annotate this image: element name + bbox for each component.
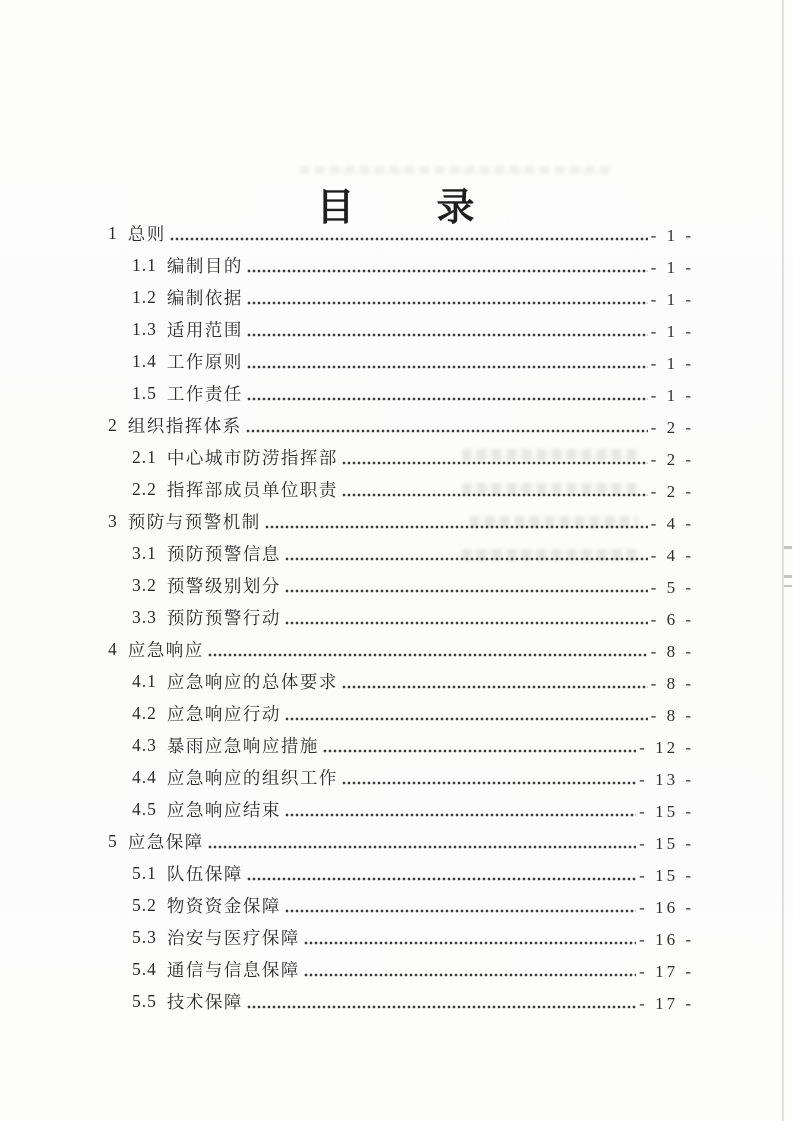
toc-entry-number: 4: [108, 638, 118, 659]
toc-entry-number: 2.1: [132, 446, 157, 467]
scan-edge-artifact: [784, 546, 792, 549]
toc-entry-number: 4.1: [132, 670, 157, 691]
toc-entry: [104, 441, 694, 473]
toc-entry-label: 总则: [127, 223, 166, 244]
toc-entry: [104, 825, 694, 857]
toc-entry: [104, 761, 694, 793]
toc-entry-label: 中心城市防涝指挥部: [166, 447, 338, 468]
dot-leader: [246, 429, 648, 433]
dot-leader: [247, 269, 648, 273]
toc-entry: [104, 729, 694, 761]
dot-leader: [342, 781, 636, 785]
dot-leader: [247, 1005, 636, 1009]
toc-entry-label: 适用范围: [166, 319, 243, 340]
toc-entry-label: 预警级别划分: [166, 575, 281, 596]
toc-entry-label: 应急保障: [127, 831, 204, 852]
toc-entry-page: - 17 -: [639, 962, 694, 981]
toc-entry-number: 5.5: [132, 990, 157, 1011]
toc-entry-page: - 4 -: [650, 514, 694, 533]
toc-entry-page: - 15 -: [639, 802, 694, 821]
dot-leader: [285, 717, 648, 721]
toc-entry: [104, 665, 694, 697]
toc-entry-label: 预防预警信息: [166, 543, 281, 564]
toc-entry-label: 组织指挥体系: [127, 415, 242, 436]
toc-entry: [104, 217, 694, 249]
dot-leader: [304, 941, 636, 945]
toc-entry-page: - 1 -: [650, 226, 694, 245]
toc-entry: [104, 313, 694, 345]
toc-entry-label: 指挥部成员单位职责: [166, 479, 338, 500]
toc-entry: [104, 537, 694, 569]
toc-entry-number: 4.3: [132, 734, 157, 755]
toc-entry: [104, 985, 694, 1017]
dot-leader: [285, 621, 648, 625]
dot-leader: [208, 845, 636, 849]
toc-entry-page: - 1 -: [650, 354, 694, 373]
dot-leader: [304, 973, 636, 977]
toc-entry-page: - 8 -: [650, 642, 694, 661]
toc-entry-number: 5.4: [132, 958, 157, 979]
toc-entry-label: 工作原则: [166, 351, 243, 372]
toc-entry-number: 4.2: [132, 702, 157, 723]
dot-leader: [208, 653, 648, 657]
toc-entry: [104, 377, 694, 409]
toc-entry-page: - 13 -: [639, 770, 694, 789]
toc-entry-number: 3: [108, 510, 118, 531]
toc-entry-label: 队伍保障: [166, 863, 243, 884]
toc-entry: [104, 569, 694, 601]
dot-leader: [247, 397, 648, 401]
page-title: 目 录: [316, 187, 477, 229]
toc-entry: [104, 953, 694, 985]
toc-entry-label: 治安与医疗保障: [166, 927, 300, 948]
toc-entry-label: 应急响应: [127, 639, 204, 660]
toc-entry-page: - 16 -: [639, 930, 694, 949]
toc-entry: [104, 857, 694, 889]
toc-entry: [104, 921, 694, 953]
toc-entry-label: 物资资金保障: [166, 895, 281, 916]
toc-entry-number: 4.4: [132, 766, 157, 787]
toc-entry-label: 技术保障: [166, 991, 243, 1012]
toc-entry: [104, 889, 694, 921]
toc-entry-page: - 15 -: [639, 866, 694, 885]
toc-entry: [104, 473, 694, 505]
toc-entry-number: 1.5: [132, 382, 157, 403]
toc-entry-page: - 8 -: [650, 674, 694, 693]
scan-edge-artifact: [784, 585, 792, 587]
toc-entry-page: - 1 -: [650, 322, 694, 341]
toc-entry-label: 应急响应结束: [166, 799, 281, 820]
toc-entry-number: 5.1: [132, 862, 157, 883]
toc-entry-page: - 1 -: [650, 290, 694, 309]
scan-edge-artifact: [782, 0, 784, 1121]
toc-entry-page: - 2 -: [650, 418, 694, 437]
toc-entry-page: - 4 -: [650, 546, 694, 565]
toc-entry: [104, 249, 694, 281]
toc-entry-number: 1.3: [132, 318, 157, 339]
scan-edge-artifact: [784, 575, 792, 578]
dot-leader: [285, 813, 636, 817]
toc-entry-page: - 6 -: [650, 610, 694, 629]
toc-entry-number: 5.3: [132, 926, 157, 947]
toc-entry-page: - 8 -: [650, 706, 694, 725]
toc-entry: [104, 601, 694, 633]
toc-entry-page: - 2 -: [650, 450, 694, 469]
toc-entry-label: 应急响应的组织工作: [166, 767, 338, 788]
dot-leader: [247, 301, 648, 305]
toc-entry-label: 暴雨应急响应措施: [166, 735, 319, 756]
toc-entry-page: - 5 -: [650, 578, 694, 597]
toc-entry-page: - 1 -: [650, 386, 694, 405]
dot-leader: [170, 237, 648, 241]
toc-entry: [104, 505, 694, 537]
toc-entry-label: 预防预警行动: [166, 607, 281, 628]
toc-entry-label: 应急响应行动: [166, 703, 281, 724]
toc-entry-number: 4.5: [132, 798, 157, 819]
toc-entry: [104, 633, 694, 665]
table-of-contents: [104, 217, 694, 1017]
toc-entry-label: 编制目的: [166, 255, 243, 276]
toc-entry-number: 5: [108, 830, 118, 851]
dot-leader: [247, 365, 648, 369]
toc-entry-label: 预防与预警机制: [127, 511, 261, 532]
dot-leader: [342, 461, 648, 465]
dot-leader: [247, 333, 648, 337]
dot-leader: [285, 589, 648, 593]
toc-entry: [104, 281, 694, 313]
dot-leader: [285, 557, 648, 561]
toc-entry-label: 工作责任: [166, 383, 243, 404]
toc-entry-number: 3.2: [132, 574, 157, 595]
toc-entry-page: - 17 -: [639, 994, 694, 1013]
toc-entry-number: 2.2: [132, 478, 157, 499]
toc-entry-page: - 1 -: [650, 258, 694, 277]
dot-leader: [265, 525, 648, 529]
toc-entry-label: 通信与信息保障: [166, 959, 300, 980]
dot-leader: [247, 877, 636, 881]
toc-entry-label: 编制依据: [166, 287, 243, 308]
toc-entry-number: 3.1: [132, 542, 157, 563]
dot-leader: [323, 749, 636, 753]
toc-entry: [104, 793, 694, 825]
toc-entry-number: 3.3: [132, 606, 157, 627]
toc-entry-page: - 12 -: [639, 738, 694, 757]
bleed-through-artifact: [300, 166, 610, 174]
toc-entry-number: 1: [108, 222, 118, 243]
dot-leader: [285, 909, 636, 913]
dot-leader: [342, 685, 648, 689]
toc-entry: [104, 345, 694, 377]
toc-entry-number: 1.2: [132, 286, 157, 307]
toc-entry-page: - 15 -: [639, 834, 694, 853]
toc-entry-page: - 16 -: [639, 898, 694, 917]
toc-entry-number: 1.1: [132, 254, 157, 275]
toc-entry-label: 应急响应的总体要求: [166, 671, 338, 692]
toc-entry-page: - 2 -: [650, 482, 694, 501]
toc-entry: [104, 409, 694, 441]
dot-leader: [342, 493, 648, 497]
toc-entry: [104, 697, 694, 729]
toc-entry-number: 5.2: [132, 894, 157, 915]
toc-entry-number: 1.4: [132, 350, 157, 371]
toc-entry-number: 2: [108, 414, 118, 435]
